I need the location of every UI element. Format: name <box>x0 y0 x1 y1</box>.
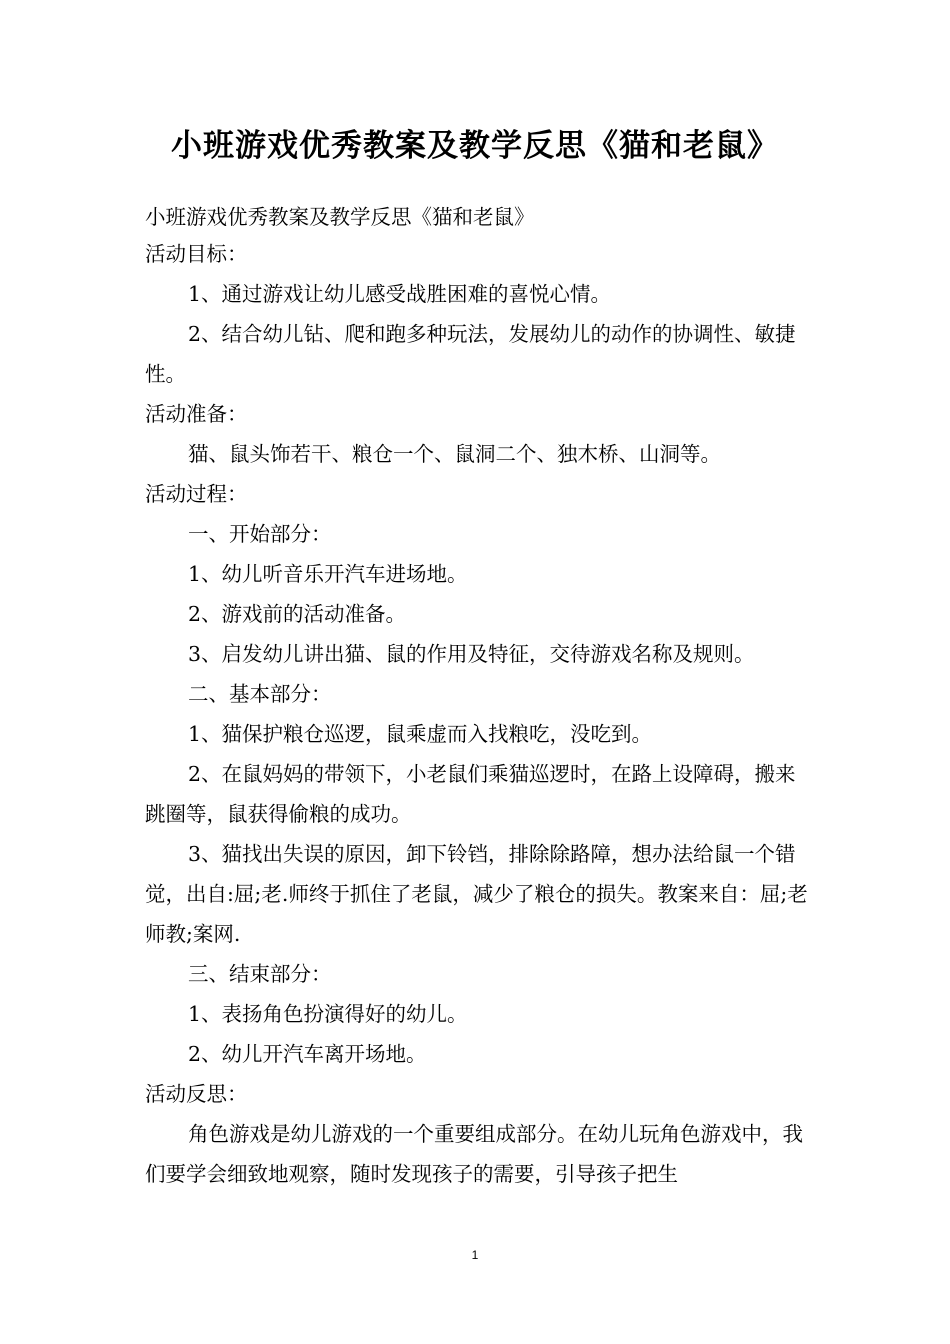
document-title: 小班游戏优秀教案及教学反思《猫和老鼠》 <box>171 128 779 164</box>
paragraph: 3、启发幼儿讲出猫、鼠的作用及特征，交待游戏名称及规则。 <box>188 642 755 666</box>
section-heading: 活动反思： <box>145 1082 248 1106</box>
paragraph: 1、表扬角色扮演得好的幼儿。 <box>188 1002 468 1026</box>
paragraph: 1、幼儿听音乐开汽车进场地。 <box>188 562 468 586</box>
paragraph: 1、猫保护粮仓巡逻，鼠乘虚而入找粮吃，没吃到。 <box>188 722 653 746</box>
section-heading: 活动准备： <box>145 402 248 426</box>
paragraph: 3、猫找出失误的原因，卸下铃铛，排除除路障，想办法给鼠一个错觉，出自:屈;老.师终于抓住了老鼠，减少了粮仓的损失。教案来自：屈;老师教;案网. <box>145 842 808 946</box>
section-heading: 活动目标： <box>145 242 248 266</box>
paragraph: 2、结合幼儿钻、爬和跑多种玩法，发展幼儿的动作的协调性、敏捷性。 <box>145 322 796 386</box>
section-heading: 活动过程： <box>145 482 248 506</box>
subsection-heading: 三、结束部分： <box>188 962 332 986</box>
paragraph: 猫、鼠头饰若干、粮仓一个、鼠洞二个、独木桥、山洞等。 <box>188 442 721 466</box>
subsection-heading: 一、开始部分： <box>188 522 332 546</box>
subsection-heading: 二、基本部分： <box>188 682 332 706</box>
paragraph: 角色游戏是幼儿游戏的一个重要组成部分。在幼儿玩角色游戏中，我们要学会细致地观察，随时发现孩子的需要，引导孩子把生 <box>145 1122 803 1186</box>
paragraph: 2、幼儿开汽车离开场地。 <box>188 1042 427 1066</box>
document-body <box>145 200 810 1194</box>
paragraph: 小班游戏优秀教案及教学反思《猫和老鼠》 <box>145 205 535 229</box>
page-number: 1 <box>471 1248 479 1262</box>
paragraph: 2、在鼠妈妈的带领下，小老鼠们乘猫巡逻时，在路上设障碍，搬来跳圈等，鼠获得偷粮的成功。 <box>145 762 796 826</box>
paragraph: 2、游戏前的活动准备。 <box>188 602 407 626</box>
paragraph: 1、通过游戏让幼儿感受战胜困难的喜悦心情。 <box>188 282 612 306</box>
